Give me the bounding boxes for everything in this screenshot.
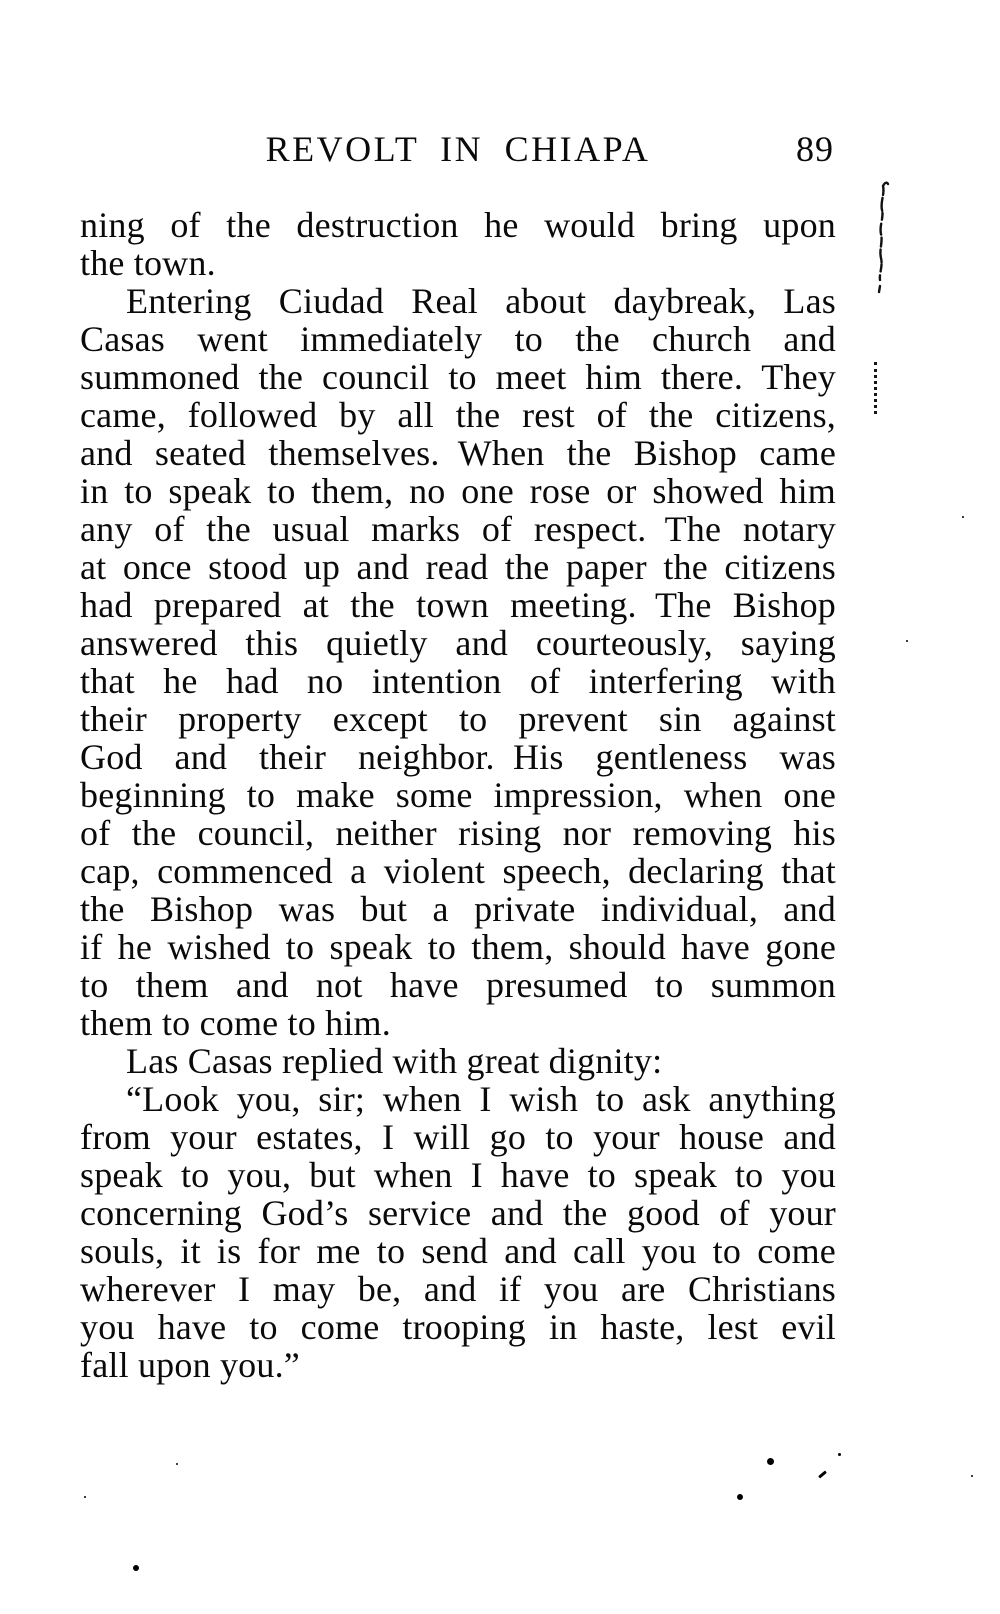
text-line: ning of the destruction he would bring upon bbox=[80, 205, 836, 245]
text-line: Casas went immediately to the church and bbox=[80, 319, 836, 359]
text-line: you have to come trooping in haste, lest evil bbox=[80, 1307, 836, 1347]
text-line: concerning God’s service and the good of your bbox=[80, 1193, 836, 1233]
text-line: the Bishop was but a private individual, and bbox=[80, 889, 836, 929]
text-line: and seated themselves. When the Bishop came bbox=[80, 433, 836, 473]
ink-speck bbox=[176, 1463, 178, 1465]
margin-dash-mark bbox=[874, 362, 877, 414]
page-header bbox=[80, 127, 836, 171]
text-line: if he wished to speak to them, should have gone bbox=[80, 927, 836, 967]
text-line: beginning to make some impression, when one bbox=[80, 775, 836, 815]
page-number: 89 bbox=[796, 129, 834, 169]
text-line: God and their neighbor. His gentleness was bbox=[80, 737, 836, 777]
text-line: the town. bbox=[80, 243, 216, 283]
text-line: to them and not have presumed to summon bbox=[80, 965, 836, 1005]
ink-speck bbox=[962, 516, 964, 518]
margin-pen-mark bbox=[874, 180, 894, 298]
text-line: in to speak to them, no one rose or showed him bbox=[80, 471, 836, 511]
text-line: answered this quietly and courteously, saying bbox=[80, 623, 836, 663]
text-line: any of the usual marks of respect. The notary bbox=[80, 509, 836, 549]
ink-speck bbox=[737, 1494, 743, 1500]
ink-speck bbox=[838, 1453, 841, 1456]
ink-slash-speck bbox=[818, 1470, 827, 1478]
text-line: “Look you, sir; when I wish to ask anything bbox=[126, 1079, 836, 1119]
text-line: wherever I may be, and if you are Christians bbox=[80, 1269, 836, 1309]
text-line: their property except to prevent sin against bbox=[80, 699, 836, 739]
ink-speck bbox=[971, 1475, 973, 1477]
text-line: Entering Ciudad Real about daybreak, Las bbox=[126, 281, 836, 321]
text-line: had prepared at the town meeting. The Bishop bbox=[80, 585, 836, 625]
text-line: souls, it is for me to send and call you to come bbox=[80, 1231, 836, 1271]
text-line: Las Casas replied with great dignity: bbox=[126, 1041, 663, 1081]
text-line: from your estates, I will go to your house and bbox=[80, 1117, 836, 1157]
text-line: cap, commenced a violent speech, declaring that bbox=[80, 851, 836, 891]
text-line: speak to you, but when I have to speak to you bbox=[80, 1155, 836, 1195]
running-title: REVOLT IN CHIAPA bbox=[265, 129, 651, 169]
body-text bbox=[80, 206, 836, 1384]
ink-speck bbox=[84, 1496, 86, 1498]
text-line: of the council, neither rising nor removing his bbox=[80, 813, 836, 853]
text-line: summoned the council to meet him there. They bbox=[80, 357, 836, 397]
text-line: at once stood up and read the paper the citizens bbox=[80, 547, 836, 587]
text-line: that he had no intention of interfering with bbox=[80, 661, 836, 701]
ink-speck bbox=[133, 1565, 139, 1571]
text-line: them to come to him. bbox=[80, 1003, 391, 1043]
ink-speck bbox=[767, 1458, 774, 1465]
text-line: fall upon you.” bbox=[80, 1345, 300, 1385]
text-line: came, followed by all the rest of the citizens, bbox=[80, 395, 836, 435]
ink-speck bbox=[906, 640, 908, 642]
